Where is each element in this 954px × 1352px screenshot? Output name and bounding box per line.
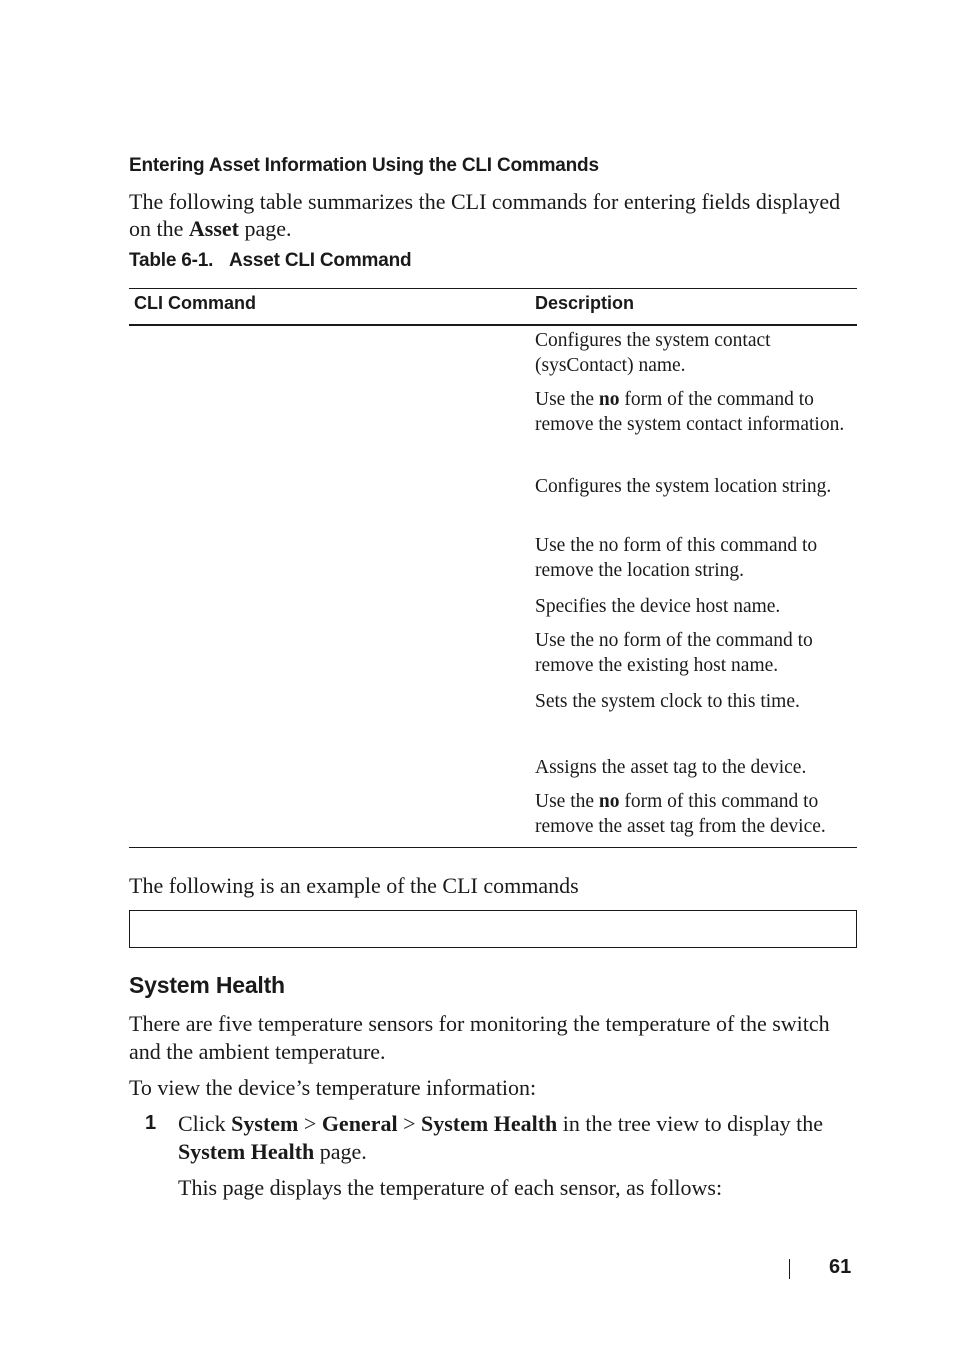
cell-text: form of the command to remove the system contact information. [535, 389, 845, 435]
intro-paragraph [129, 188, 849, 242]
intro-bold-asset: Asset [188, 216, 239, 241]
table-row-description: Sets the system clock to this time. [535, 691, 800, 712]
paragraph-sensors: There are five temperature sensors for monitoring the temperature of the switch and the ambient temperature. [129, 1011, 830, 1064]
table-row-description [535, 789, 857, 839]
table-caption [129, 250, 411, 272]
table-row-description: Configures the system contact (sysContact) name. [535, 330, 771, 376]
table-caption-number: Table 6-1. [129, 250, 214, 271]
header-cli-command: CLI Command [134, 293, 257, 313]
footer-divider [789, 1259, 790, 1279]
step-bold-general: General [321, 1111, 398, 1136]
step-text: page. [314, 1139, 367, 1164]
table-header-rule [129, 324, 857, 326]
example-intro: The following is an example of the CLI commands [129, 873, 579, 898]
table-top-rule [129, 288, 857, 289]
step-number: 1 [145, 1112, 157, 1134]
table-row-description: Use the no form of this command to remove the location string. [535, 535, 818, 581]
header-description: Description [535, 293, 635, 313]
step-separator: > [397, 1111, 421, 1136]
cell-text: form of this command to remove the asset tag from the device. [535, 791, 826, 837]
step-bold-system: System [231, 1111, 299, 1136]
table-bottom-rule [129, 847, 857, 848]
code-example-box [129, 910, 857, 948]
page-number: 61 [829, 1256, 852, 1278]
step-bold-system-health-page: System Health [178, 1139, 315, 1164]
step-text: Click [178, 1111, 232, 1136]
table-row-description: Configures the system location string. [535, 476, 832, 497]
cell-text: Use the [535, 791, 599, 812]
sub-heading: Entering Asset Information Using the CLI Commands [129, 155, 599, 176]
step-instruction [178, 1110, 858, 1166]
table-row-description [535, 387, 857, 437]
cell-bold-no: no [598, 791, 620, 812]
section-heading: System Health [129, 972, 285, 998]
table-caption-title: Asset CLI Command [229, 250, 412, 271]
step-sub-paragraph: This page displays the temperature of each sensor, as follows: [178, 1175, 723, 1200]
table-row-description: Specifies the device host name. [535, 596, 781, 617]
intro-text-1: The following table summarizes the CLI commands for entering fields displayed on the [129, 189, 841, 241]
intro-text-2: page. [239, 216, 292, 241]
table-row-description: Assigns the asset tag to the device. [535, 757, 807, 778]
cell-bold-no: no [598, 389, 620, 410]
table-row-description: Use the no form of the command to remove the existing host name. [535, 630, 813, 676]
cell-text: Use the [535, 389, 599, 410]
paragraph-view-temperature: To view the device’s temperature information: [129, 1075, 537, 1100]
step-separator: > [298, 1111, 322, 1136]
step-bold-system-health: System Health [421, 1111, 558, 1136]
step-text: in the tree view to display the [557, 1111, 824, 1136]
